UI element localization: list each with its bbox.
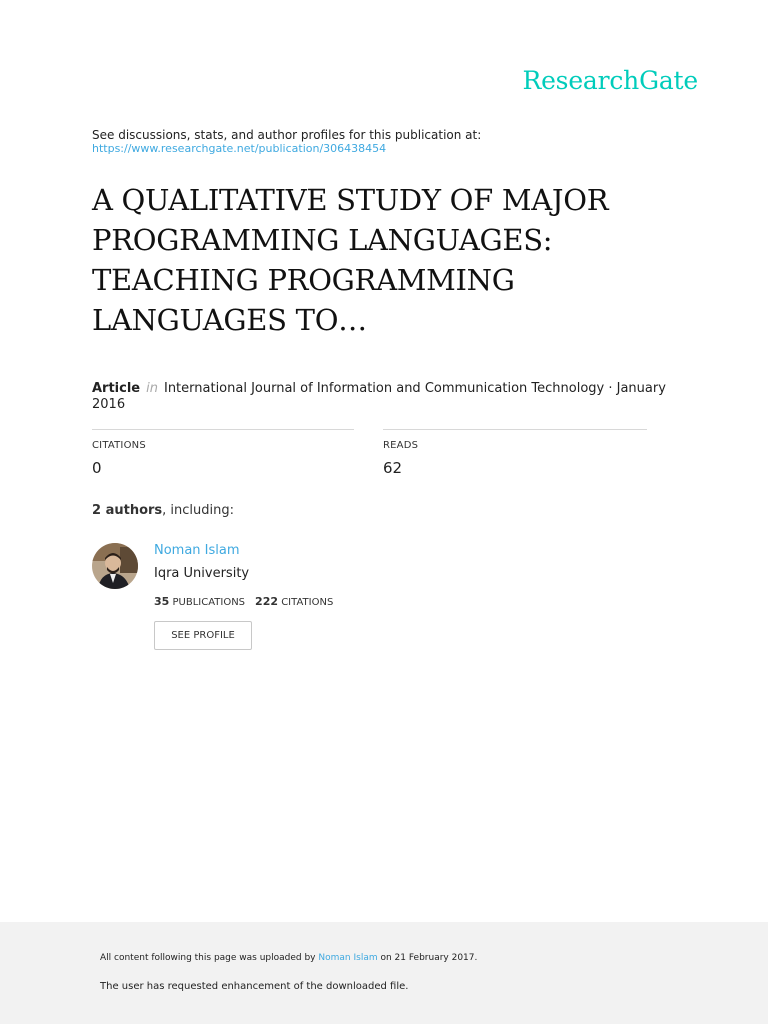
reads-label: READS <box>383 440 419 451</box>
author-citations-label: CITATIONS <box>281 597 334 608</box>
author-citations-count: 222 <box>255 595 279 608</box>
publication-title: A QUALITATIVE STUDY OF MAJOR PROGRAMMING LANGUAGES: TEACHING PROGRAMMING LANGUAGES TO… <box>92 183 609 337</box>
author-avatar[interactable] <box>92 543 138 589</box>
researchgate-logo[interactable]: ResearchGate <box>522 66 698 95</box>
enhancement-note: The user has requested enhancement of the downloaded file. <box>100 981 409 992</box>
citations-label: CITATIONS <box>92 440 146 451</box>
author-stats <box>154 595 333 608</box>
citations-value: 0 <box>92 459 102 477</box>
upload-date: on 21 February 2017. <box>380 953 478 963</box>
upload-note <box>100 953 477 963</box>
author-name-link[interactable]: Noman Islam <box>154 543 240 558</box>
citations-stat <box>92 429 354 477</box>
publication-link[interactable]: https://www.researchgate.net/publication/306438454 <box>92 142 387 155</box>
uploader-link[interactable]: Noman Islam <box>318 953 378 963</box>
authors-count: 2 authors <box>92 503 163 518</box>
avatar-photo-icon <box>92 543 138 589</box>
reads-value: 62 <box>383 459 403 477</box>
footer <box>0 922 768 1024</box>
in-label: in <box>146 381 158 396</box>
see-profile-button[interactable]: SEE PROFILE <box>154 621 252 650</box>
article-type: Article <box>92 381 141 396</box>
authors-summary <box>92 503 234 518</box>
author-publications-count: 35 <box>154 595 170 608</box>
article-meta <box>92 381 682 413</box>
discussion-note: See discussions, stats, and author profiles for this publication at: <box>92 128 482 142</box>
journal-venue: International Journal of Information and Communication Technology · January 2016 <box>92 381 666 412</box>
author-publications-label: PUBLICATIONS <box>172 597 246 608</box>
author-institution: Iqra University <box>154 566 250 581</box>
upload-prefix: All content following this page was uploaded by <box>100 953 316 963</box>
authors-suffix: , including: <box>162 503 235 518</box>
reads-stat <box>383 429 647 477</box>
